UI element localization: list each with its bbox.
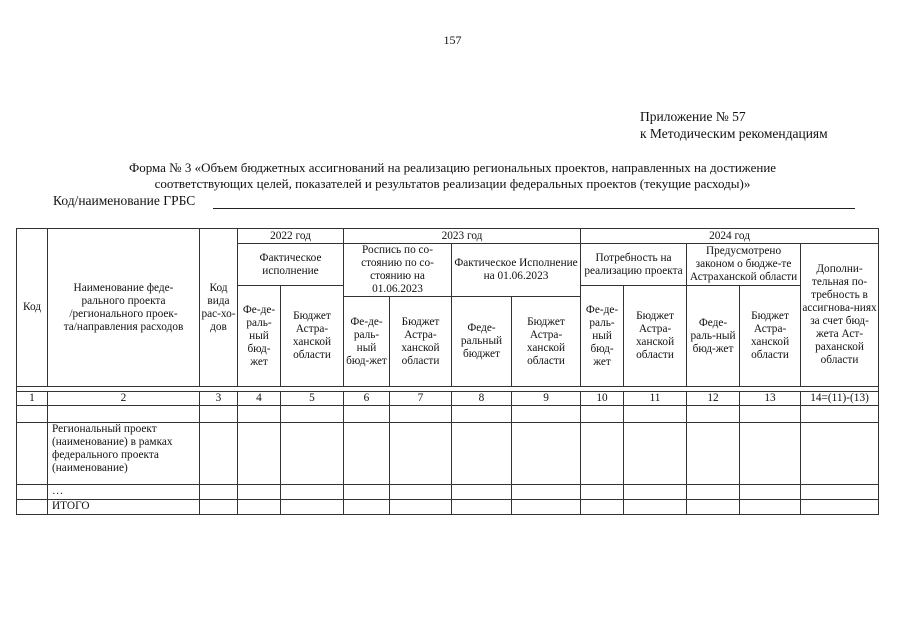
header-code: Код xyxy=(17,229,48,387)
header-fed-need: Фе-де-раль-ный бюд-жет xyxy=(581,286,624,387)
column-numbers-row xyxy=(17,392,879,406)
col-number: 10 xyxy=(581,392,624,406)
col-number: 2 xyxy=(48,392,200,406)
header-name xyxy=(48,229,200,387)
row-regional-label: Региональный проект (наименование) в рамках федерального проекта (наименование) xyxy=(48,423,200,485)
header-reg-2022: Бюджет Астра-ханской области xyxy=(281,286,344,387)
header-fact-0106: Фактическое Исполнение на 01.06.2023 xyxy=(452,244,581,297)
col-number: 9 xyxy=(512,392,581,406)
col-number: 13 xyxy=(740,392,801,406)
col-number: 1 xyxy=(17,392,48,406)
header-year-2023: 2023 год xyxy=(344,229,581,244)
appendix-line-2: к Методическим рекомендациям xyxy=(640,126,828,141)
page-number: 157 xyxy=(443,33,462,47)
col-number: 14=(11)-(13) xyxy=(801,392,879,406)
col-number: 12 xyxy=(687,392,740,406)
col-number: 11 xyxy=(624,392,687,406)
header-kvr: Код вида рас-хо-дов xyxy=(200,229,238,387)
header-reg-fact: Бюджет Астра-ханской области xyxy=(512,297,581,387)
table-row-empty xyxy=(17,406,879,423)
header-fed-rospis: Фе-де-раль-ный бюд-жет xyxy=(344,297,390,387)
row-total-label: ИТОГО xyxy=(48,500,200,515)
header-name-line-1: Наименование феде- xyxy=(73,281,174,294)
row-ellipsis-label: … xyxy=(48,485,200,500)
header-name-line-3: /регионального проек- xyxy=(69,307,178,320)
header-year-2024: 2024 год xyxy=(581,229,879,244)
header-rospis: Роспись по со-стоянию по со-стоянию на 01.06.2023 xyxy=(344,244,452,297)
appendix-note xyxy=(640,108,828,142)
header-reg-law: Бюджет Астра-ханской области xyxy=(740,286,801,387)
header-extra: Дополни-тельная по-требность в ассигнова-ниях за счет бюд-жета Аст-раханской области xyxy=(801,244,879,387)
header-reg-need: Бюджет Астра-ханской области xyxy=(624,286,687,387)
grbs-label: Код/наименование ГРБС xyxy=(53,193,196,208)
col-number: 3 xyxy=(200,392,238,406)
form-title xyxy=(0,160,905,192)
header-year-2022: 2022 год xyxy=(238,229,344,244)
table-row-regional xyxy=(17,423,879,485)
header-fed-fact: Феде-ральный бюджет xyxy=(452,297,512,387)
header-fact-2022: Фактическое исполнение xyxy=(238,244,344,286)
header-fed-2022: Фе-де-раль-ный бюд-жет xyxy=(238,286,281,387)
col-number: 4 xyxy=(238,392,281,406)
col-number: 6 xyxy=(344,392,390,406)
table-row-total xyxy=(17,500,879,515)
col-number: 7 xyxy=(390,392,452,406)
appendix-line-1: Приложение № 57 xyxy=(640,109,746,124)
form-title-line-2: соответствующих целей, показателей и результатов реализации федеральных проектов (текущие расходы)» xyxy=(154,176,751,191)
header-law: Предусмотрено законом о бюдже-те Астраханской области xyxy=(687,244,801,286)
col-number: 8 xyxy=(452,392,512,406)
header-fed-law: Феде-раль-ный бюд-жет xyxy=(687,286,740,387)
header-need: Потребность на реализацию проекта xyxy=(581,244,687,286)
header-reg-rospis: Бюджет Астра-ханской области xyxy=(390,297,452,387)
grbs-underline xyxy=(213,208,855,209)
col-number: 5 xyxy=(281,392,344,406)
budget-table xyxy=(16,228,879,515)
table-row-ellipsis xyxy=(17,485,879,500)
header-name-line-4: та/направления расходов xyxy=(63,320,184,333)
form-title-line-1: Форма № 3 «Объем бюджетных ассигнований на реализацию региональных проектов, направленных на достижение xyxy=(128,160,777,175)
header-name-line-2: рального проекта xyxy=(81,294,166,307)
